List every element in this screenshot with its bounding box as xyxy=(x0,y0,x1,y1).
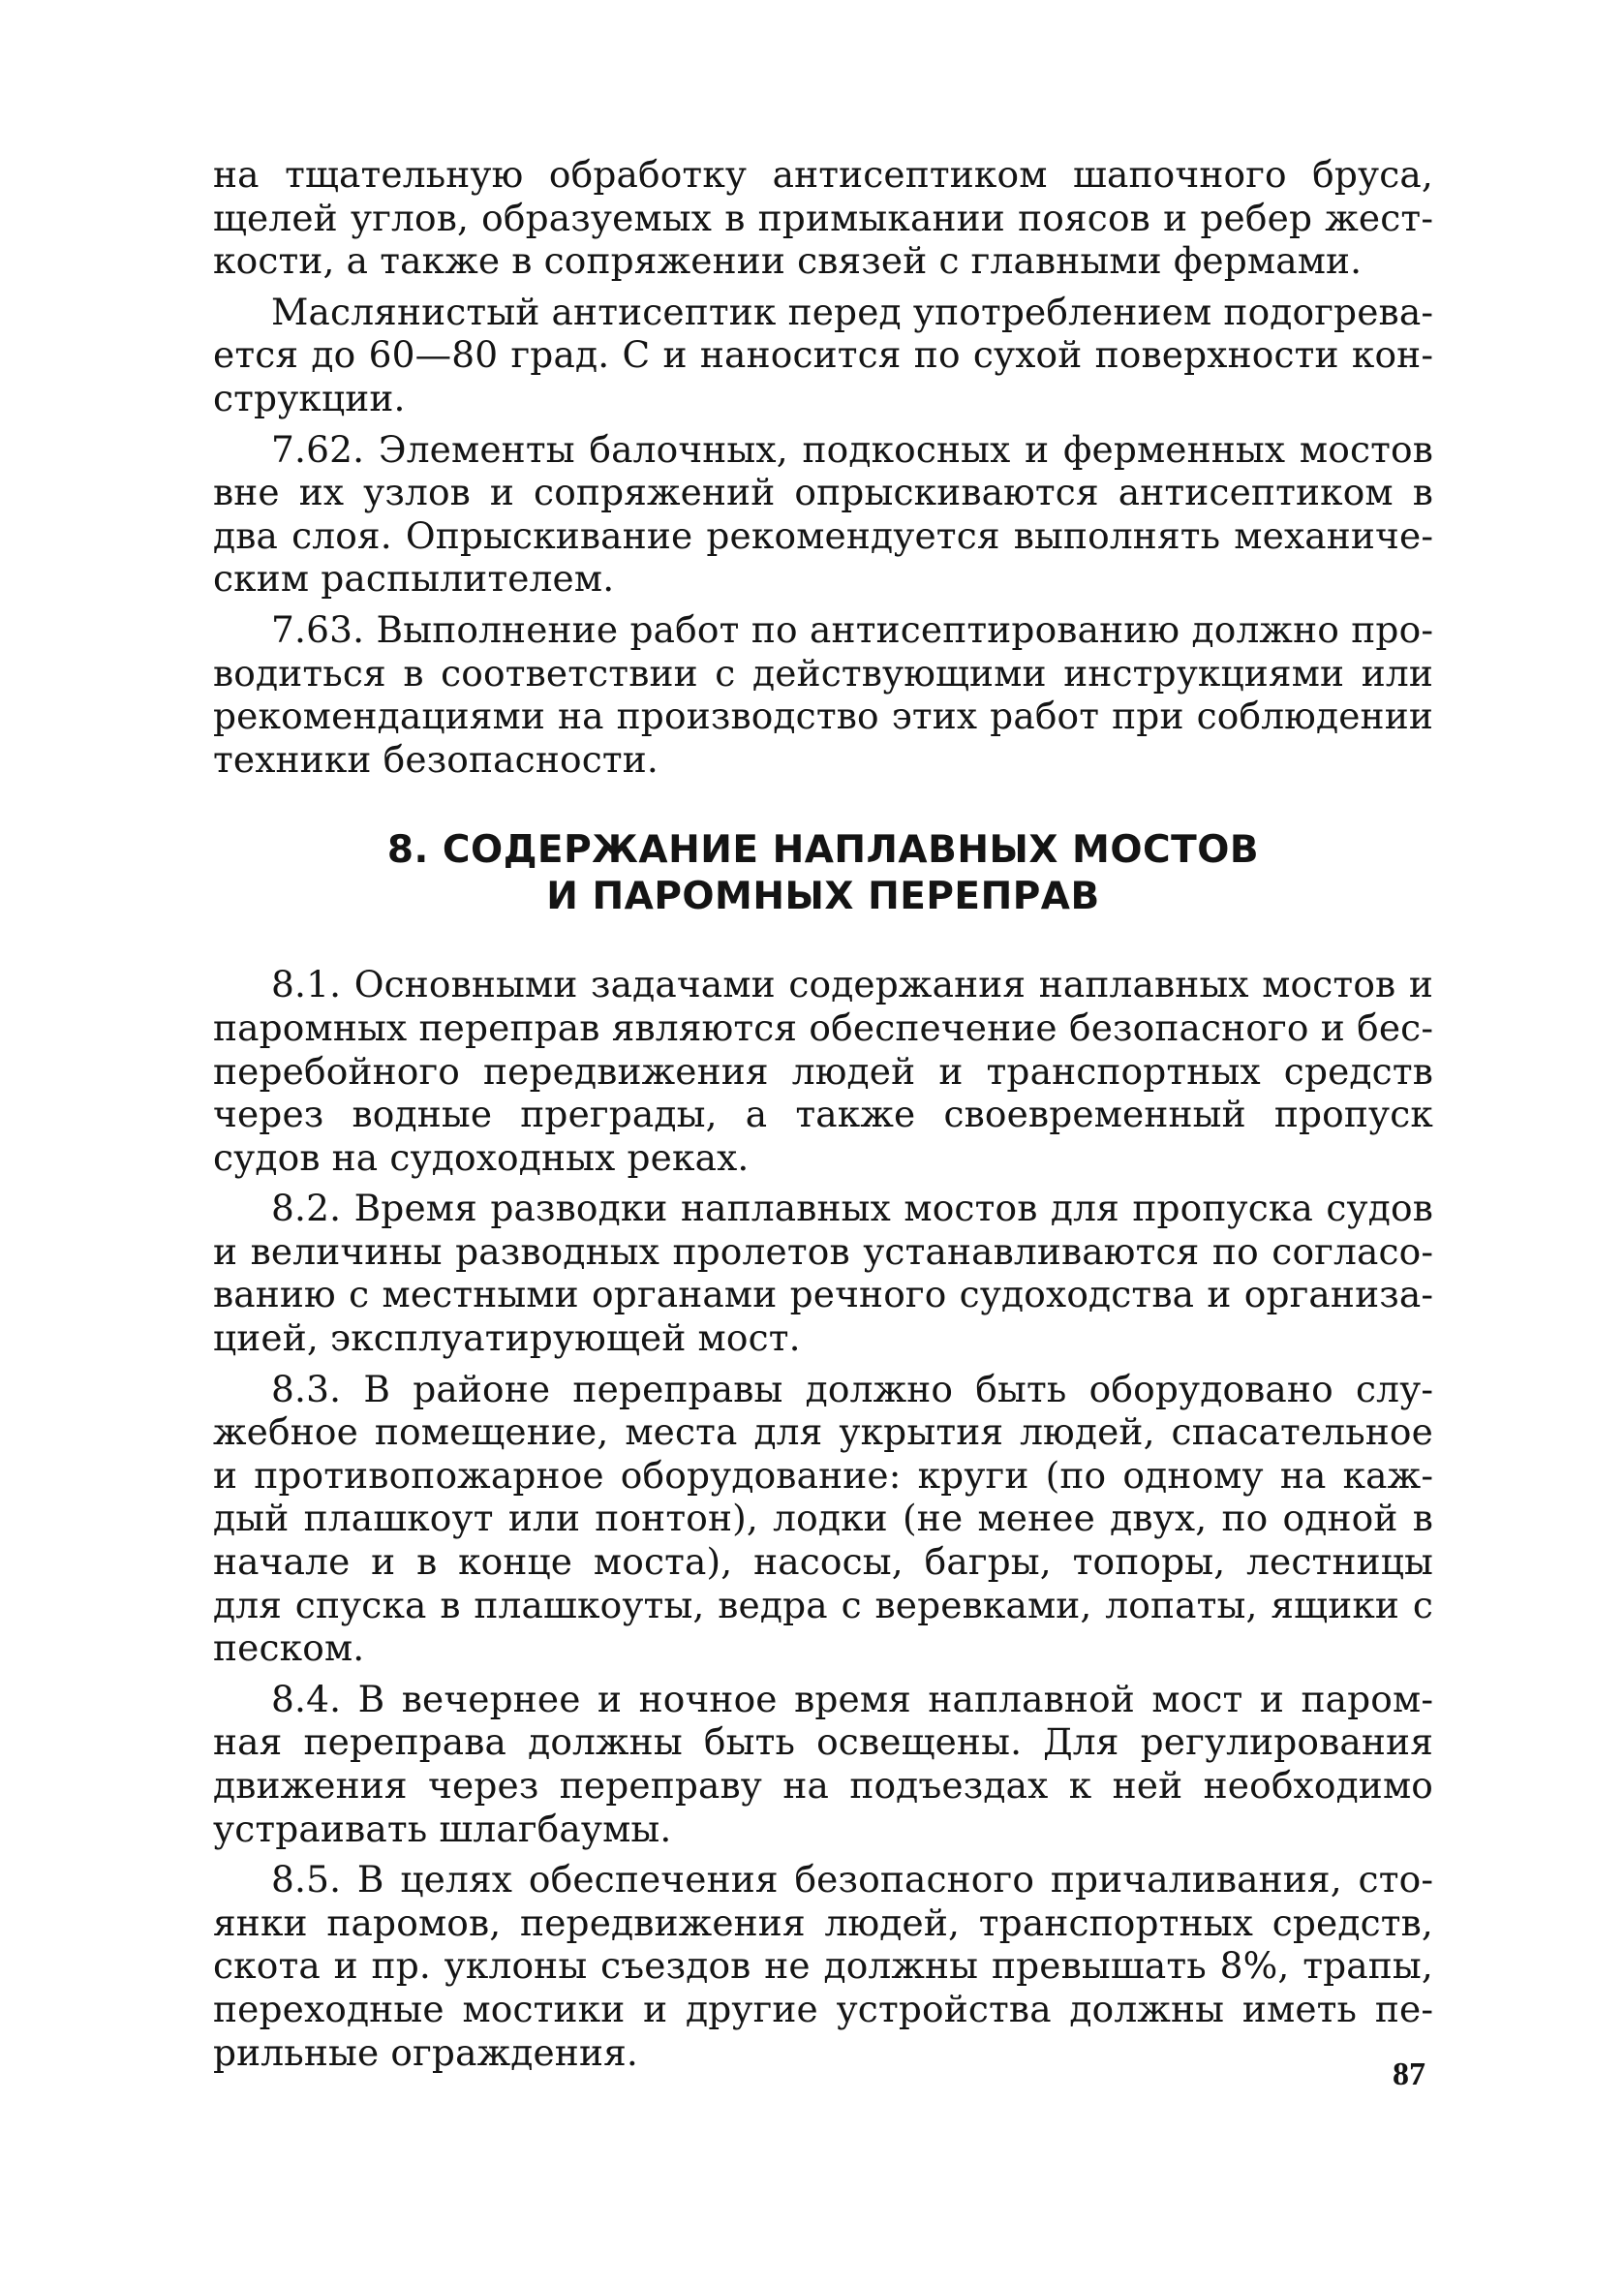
paragraph-8-2: 8.2. Время разводки наплавных мостов для пропуска судов и величины разводных пролетов устанавливаются по согласованию с местными органами речного судоходства и организацией, эксплуатирующей мост. xyxy=(213,1187,1433,1360)
paragraph-8-1: 8.1. Основными задачами содержания наплавных мостов и паромных переправ являются обеспечение безопасного и бесперебойного передвижения людей и транспортных средств через водные преграды, а также своевременный пропуск судов на судоходных реках. xyxy=(213,963,1433,1179)
paragraph-7-63: 7.63. Выполнение работ по антисептированию должно проводиться в соответствии с действующими инструкциями или рекомендациями на производство этих работ при соблюдении техники безопасности. xyxy=(213,607,1433,781)
paragraph-continuation: на тщательную обработку антисептиком шапочного бруса, щелей углов, образуемых в примыкании поясов и ребер жесткости, а также в сопряжении связей с главными фермами. xyxy=(213,153,1433,283)
section-heading xyxy=(213,827,1433,920)
paragraph-8-3: 8.3. В районе переправы должно быть оборудовано служебное помещение, места для укрытия людей, спасательное и противопожарное оборудование: круги (по одному на каждый плашкоут или понтон), лодки (не менее двух, по одной в начале и в конце моста), насосы, багры, топоры, лестницы для спуска в плашкоуты, ведра с веревками, лопаты, ящики с песком. xyxy=(213,1367,1433,1670)
paragraph-oil-antiseptic: Маслянистый антисептик перед употреблением подогревается до 60—80 град. С и наносится по сухой поверхности конструкции. xyxy=(213,290,1433,419)
paragraph-8-4: 8.4. В вечернее и ночное время наплавной мост и паромная переправа должны быть освещены. Для регулирования движения через переправу на подъездах к ней необходимо устраивать шлагбаумы. xyxy=(213,1677,1433,1850)
section-heading-line-2: И ПАРОМНЫХ ПЕРЕПРАВ xyxy=(546,875,1100,919)
section-heading-line-1: 8. СОДЕРЖАНИЕ НАПЛАВНЫХ МОСТОВ xyxy=(386,828,1260,873)
paragraph-8-5: 8.5. В целях обеспечения безопасного причаливания, стоянки паромов, передвижения людей, транспортных средств, скота и пр. уклоны съездов не должны превышать 8%, трапы, переходные мостики и другие устройства должны иметь перильные ограждения. xyxy=(213,1858,1433,2074)
page-number: 87 xyxy=(1393,2056,1425,2092)
text-column xyxy=(213,153,1433,2074)
paragraph-7-62: 7.62. Элементы балочных, подкосных и ферменных мостов вне их узлов и сопряжений опрыскиваются антисептиком в два слоя. Опрыскивание рекомендуется выполнять механическим распылителем. xyxy=(213,427,1433,601)
